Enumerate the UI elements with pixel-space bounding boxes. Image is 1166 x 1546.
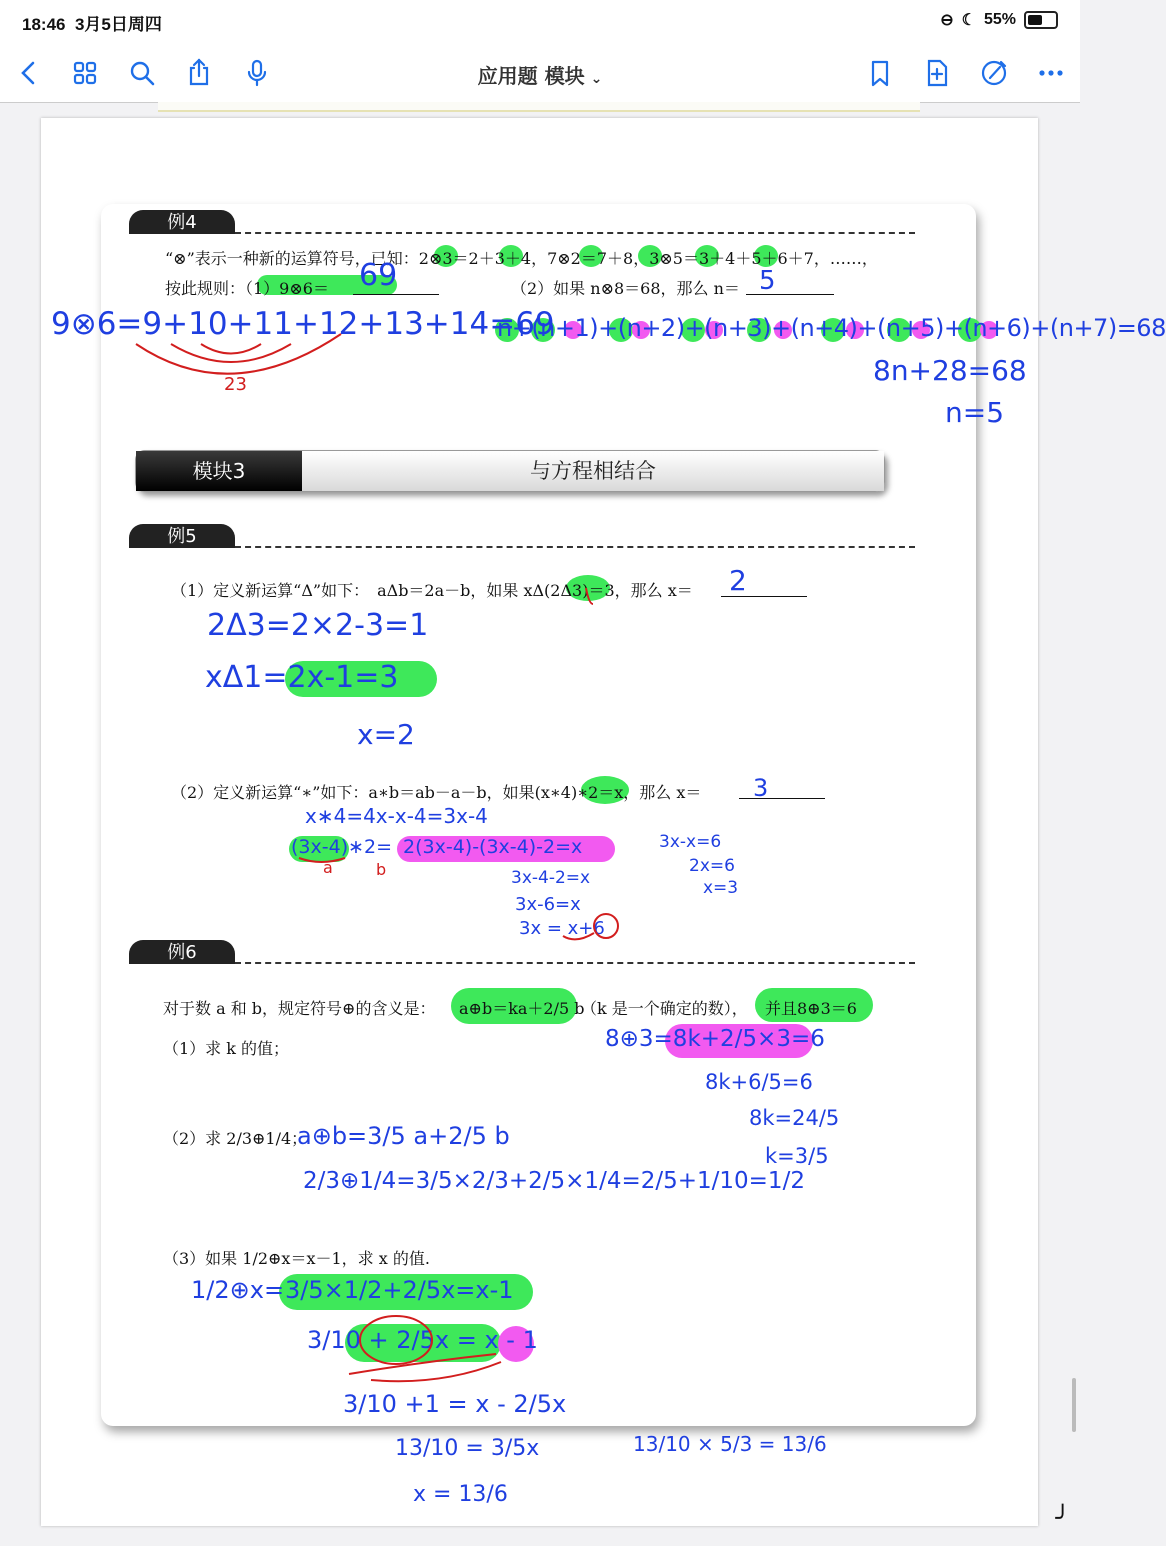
bookmark-icon[interactable] — [863, 56, 897, 90]
handwritten-r1-lhs: 1/2⊕x= — [191, 1276, 285, 1304]
link-icon: ⊖ — [940, 12, 954, 29]
handwritten-b-label: b — [376, 860, 387, 879]
status-time: 18:46 3月5日周四 — [22, 15, 162, 34]
handwritten-x-star-4: x∗4=4x-x-4=3x-4 — [305, 804, 488, 828]
handwritten-k-value: k=3/5 — [765, 1144, 829, 1168]
handwritten-r1-rhs: 3/5×1/2+2/5x=x-1 — [285, 1276, 514, 1304]
handwritten-n-5: n=5 — [945, 396, 1005, 429]
handwritten-answer-69: 69 — [359, 258, 398, 293]
handwritten-rule: a⊕b=3/5 a+2/5 b — [297, 1122, 510, 1150]
more-icon[interactable] — [1034, 56, 1068, 90]
document-page[interactable] — [41, 118, 1166, 1526]
handwritten-step-3: 3x = x+6 — [519, 918, 605, 939]
battery-percent: 55% — [983, 11, 1016, 28]
handwritten-a-label: a — [323, 858, 333, 877]
handwritten-k-step-1: 8k+6/5=6 — [705, 1070, 813, 1094]
example-6-question-3: （3）如果 1/2⊕x＝x－1，求 x 的值. — [163, 1249, 430, 1268]
handwritten-answer-2: 2 — [729, 564, 747, 597]
module-title: 与方程相结合 — [302, 451, 884, 491]
example-4-statement: “⊗”表示一种新的运算符号，已知：2⊗3＝2＋3＋4，7⊗2＝7＋8，3⊗5＝3＋4＋5＋6＋7，……， — [165, 249, 878, 268]
handwritten-side-2: 2x=6 — [689, 856, 735, 876]
top-toolbar — [0, 44, 1080, 103]
handwritten-r2: 3/10 + 2/5x = x - 1 — [307, 1326, 538, 1354]
previous-page-edge — [158, 102, 920, 112]
example-6-question-1: （1）求 k 的值； — [163, 1039, 290, 1058]
handwritten-rhs: 2(3x-4)-(3x-4)-2=x — [403, 836, 583, 858]
example-5-tag: 例5 — [129, 524, 235, 548]
handwritten-2d3: 2Δ3=2×2-3=1 — [207, 608, 429, 643]
example-6-condition: 并且8⊕3＝6 — [765, 999, 857, 1018]
example-6-intro-2: （k 是一个确定的数）， — [581, 999, 748, 1018]
handwritten-side-1: 3x-x=6 — [659, 832, 722, 852]
handwritten-count-23: 23 — [224, 374, 247, 395]
pencil-edit-icon[interactable] — [977, 56, 1011, 90]
example-6-question-2: （2）求 2/3⊕1/4； — [163, 1129, 308, 1148]
handwritten-r3: 3/10 +1 = x - 2/5x — [343, 1390, 567, 1418]
scrollbar[interactable] — [1072, 1378, 1076, 1432]
status-right — [940, 10, 1058, 30]
handwritten-r4: 13/10 = 3/5x — [395, 1436, 540, 1461]
handwritten-part-2-calc: 2/3⊕1/4=3/5×2/3+2/5×1/4=2/5+1/10=1/2 — [303, 1168, 805, 1194]
handwritten-work-9x6: 9⊗6=9+10+11+12+13+14=69 — [51, 306, 555, 342]
handwritten-8n-28: 8n+28=68 — [873, 354, 1027, 387]
example-6-tag: 例6 — [129, 940, 235, 964]
example-4-tag: 例4 — [129, 210, 235, 234]
example-6-intro: 对于数 a 和 b，规定符号⊕的含义是： — [163, 999, 436, 1018]
handwritten-side-3: x=3 — [703, 878, 739, 898]
handwritten-step-2: 3x-6=x — [515, 894, 581, 915]
handwritten-x-2: x=2 — [357, 718, 415, 751]
handwritten-sum-equation: n+(n+1)+(n+2)+(n+3)+(n+4)+(n+5)+(n+6)+(n+7)=68 — [497, 314, 1166, 342]
example-5-question-1: （1）定义新运算“Δ”如下： aΔb＝2a－b，如果 xΔ(2Δ3)＝3，那么 x＝ — [171, 581, 693, 600]
battery-icon — [1024, 11, 1058, 29]
red-transpose-arrows — [41, 118, 1038, 1526]
document-title[interactable]: 应用题 模块 ⌄ — [477, 64, 603, 88]
handwritten-xd1: xΔ1=2x-1=3 — [205, 660, 399, 695]
example-4-question-1: 按此规则：（1）9⊗6＝ — [165, 279, 329, 298]
status-bar — [0, 0, 1080, 44]
example-5-question-2: （2）定义新运算“∗”如下：a∗b＝ab－a－b，如果(x∗4)∗2＝x，那么 x＝ — [171, 783, 702, 802]
moon-icon: ☾ — [961, 12, 976, 29]
chevron-down-icon: ⌄ — [590, 71, 603, 87]
module-label: 模块3 — [136, 451, 302, 491]
handwritten-r6: 13/10 × 5/3 = 13/6 — [633, 1432, 827, 1456]
add-page-icon[interactable] — [920, 56, 954, 90]
pencil-scribble-icon: ╯ — [1055, 1504, 1070, 1532]
handwritten-r5: x = 13/6 — [413, 1482, 508, 1507]
handwritten-step-1: 3x-4-2=x — [511, 868, 591, 888]
example-6-formula: a⊕b＝ka＋2/5 b — [459, 999, 585, 1018]
handwritten-8p3: 8⊕3=8k+2/5×3=6 — [605, 1026, 825, 1052]
example-4-question-2: （2）如果 n⊗8＝68，那么 n＝ — [511, 279, 740, 298]
handwritten-lhs: (3x-4)∗2= — [291, 836, 393, 858]
handwritten-k-step-2: 8k=24/5 — [749, 1106, 840, 1130]
handwritten-answer-5: 5 — [759, 266, 776, 296]
handwritten-answer-3: 3 — [753, 774, 769, 802]
